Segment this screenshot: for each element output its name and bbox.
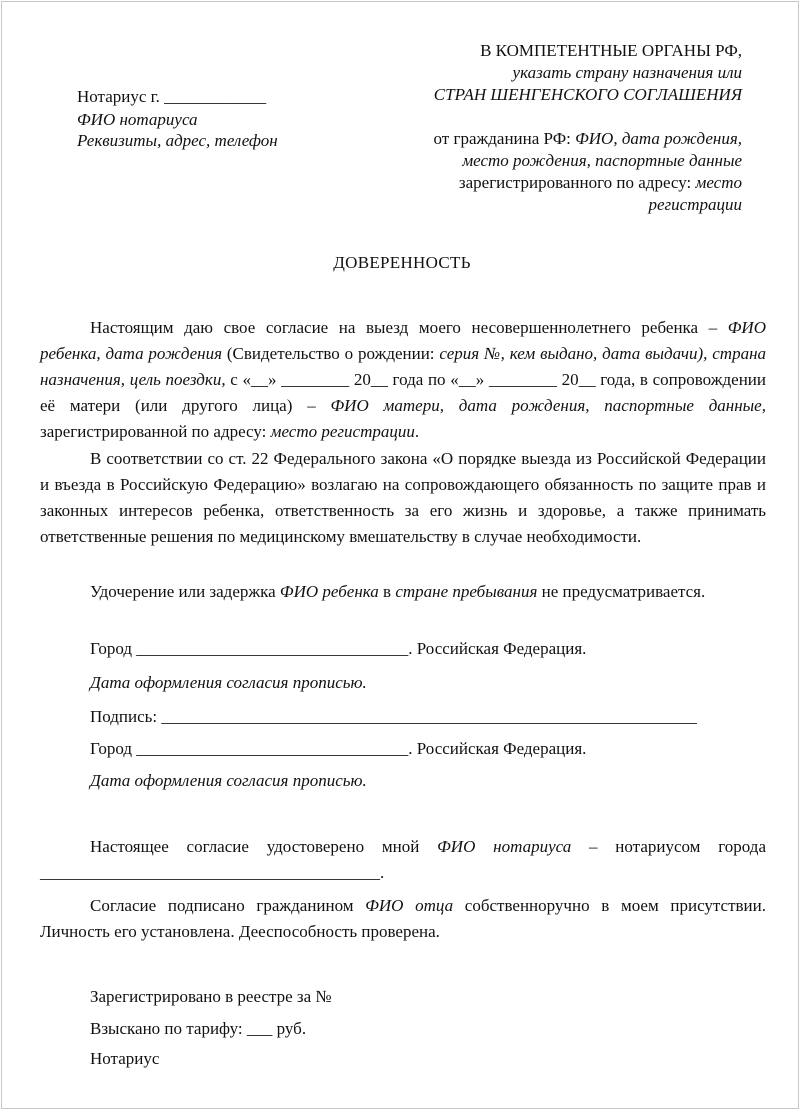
text: не предусматривается. — [537, 582, 706, 601]
mother-details: ФИО матери, дата рождения, паспортные данные, — [330, 396, 766, 415]
city-line: Город ________________________________. Российская Федерация. — [90, 639, 587, 658]
registration-address: место регистрации — [270, 422, 415, 441]
text: (Свидетельство о рождении: — [222, 344, 440, 363]
signature-paragraph — [40, 893, 766, 945]
addressee-line-1: В КОМПЕТЕНТНЫЕ ОРГАНЫ РФ, — [480, 41, 742, 60]
certification-paragraph — [40, 834, 766, 886]
tariff-line: Взыскано по тарифу: ___ руб. — [90, 1019, 307, 1038]
date-line: Дата оформления согласия прописью. — [90, 673, 367, 692]
responsibility-paragraph: В соответствии со ст. 22 Федерального закона «О порядке выезда из Российской Федерации и въезда в Российскую Федерацию» возлагаю на сопровождающего обязанность по защите прав и законных интересов ребенка, ответственность за его жизнь и здоровье, а также принимать ответственные решения по медицинскому вмешательству в случае необходимости. — [40, 449, 766, 546]
child-name: ФИО ребенка — [279, 582, 379, 601]
text: Согласие подписано гражданином — [90, 896, 366, 915]
notary-city-line: Нотариус г. ____________ — [77, 87, 267, 106]
father-name: ФИО отца — [365, 896, 454, 915]
sender-line-4: регистрации — [648, 195, 742, 214]
consent-paragraph — [40, 315, 766, 445]
city-line: Город ________________________________. Российская Федерация. — [90, 739, 587, 758]
sender-address-prefix: зарегистрированного по адресу: — [458, 173, 696, 192]
text: Удочерение или задержка — [90, 582, 280, 601]
text: Настоящее согласие удостоверено мной — [90, 837, 438, 856]
text: зарегистрированной по адресу: — [40, 422, 271, 441]
date-line: Дата оформления согласия прописью. — [90, 771, 367, 790]
addressee-line-2: указать страну назначения или — [512, 63, 742, 82]
sender-line-3 — [459, 172, 742, 194]
adoption-paragraph — [40, 579, 766, 605]
registry-line: Зарегистрировано в реестре за № — [90, 987, 332, 1006]
sender-prefix: от гражданина РФ: — [433, 129, 576, 148]
notary-name: ФИО нотариуса — [77, 110, 198, 129]
signature-line: Подпись: _______________________________________________________________ — [90, 707, 697, 726]
text: Настоящим даю свое согласие на выезд моего несовершеннолетнего ребенка – — [90, 318, 728, 337]
sender-line-2: место рождения, паспортные данные — [462, 151, 742, 170]
child-name-dob: ФИО ребенка, дата рождения — [40, 318, 766, 363]
document-title: ДОВЕРЕННОСТЬ — [333, 253, 471, 272]
text: с «__» ________ 20__ года по «__» ________ 20__ года, в сопровождении её матери (или другого лица) – — [40, 370, 766, 415]
addressee-line-3: СТРАН ШЕНГЕНСКОГО СОГЛАШЕНИЯ — [433, 85, 742, 104]
notary-footer: Нотариус — [90, 1049, 160, 1068]
certificate-details: серия №, кем выдано, дата выдачи), страна назначения, цель поездки, — [40, 344, 767, 389]
text: . — [414, 422, 420, 441]
document-page — [1, 1, 799, 1109]
text: собственноручно в моем присутствии. Личность его установлена. Дееспособность проверена. — [40, 896, 766, 941]
text: – нотариусом города ________________________________________. — [40, 837, 766, 882]
country-of-stay: стране пребывания — [395, 582, 538, 601]
sender-name-dob: ФИО, дата рождения, — [575, 129, 742, 148]
notary-name-ref: ФИО нотариуса — [437, 837, 572, 856]
sender-address: место — [695, 173, 742, 192]
sender-line-1 — [434, 128, 742, 150]
notary-details: Реквизиты, адрес, телефон — [77, 131, 278, 150]
text: в — [378, 582, 396, 601]
